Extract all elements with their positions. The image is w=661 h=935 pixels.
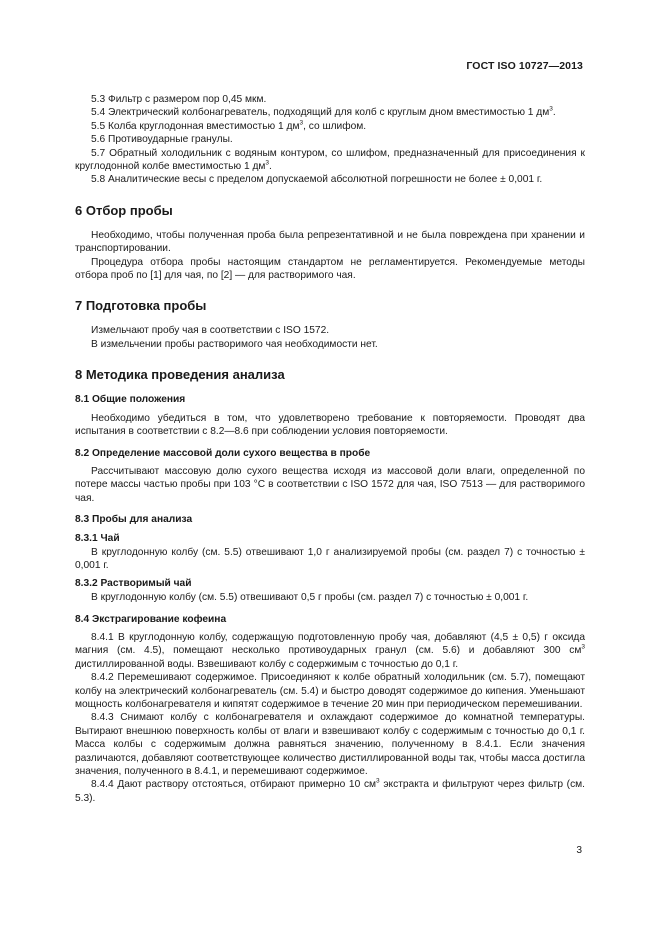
list-item: 5.3 Фильтр с размером пор 0,45 мкм. — [91, 94, 267, 105]
list-item: 5.8 Аналитические весы с пределом допускаемой абсолютной погрешности не более ± 0,001 г. — [91, 174, 543, 186]
paragraph: Рассчитывают массовую долю сухого вещества исходя из массовой доли влаги, определенной по потере массы частью пробы при 103 °С в соответствии с ISO 1572 для чая, ISO 7513 — для растворимого чая. — [75, 465, 585, 504]
paragraph: Процедура отбора пробы настоящим стандартом не регламентируется. Рекомендуемые методы отбора проб по [1] для чая, по [2] — для растворимого чая. — [75, 256, 585, 282]
page-body — [75, 93, 585, 805]
section-heading: 6 Отбор пробы — [75, 202, 173, 218]
paragraph: В круглодонную колбу (см. 5.5) отвешивают 1,0 г анализируемой пробы (см. раздел 7) с точностью ± 0,001 г. — [75, 546, 585, 572]
list-item: 5.6 Противоударные гранулы. — [91, 134, 233, 146]
list-item: 5.7 Обратный холодильник с водяным контуром, со шлифом, предназначенный для присоединения к круглодонной колбе вместимостью 1 $дм^3$. — [75, 147, 585, 173]
paragraph: 8.4.2 Перемешивают содержимое. Присоединяют к колбе обратный холодильник (см. 5.7), помещают колбу на электрический колбонагреватель (см. 5.4) и быстро доводят содержимое до кипения. Уменьшают мощность колбонагревателя и кипятят содержимое в течение 20 мин при периодическом перемешивании. — [75, 672, 585, 710]
subsection-heading: 8.2 Определение массовой доли сухого вещества в пробе — [75, 447, 371, 459]
paragraph: 8.4.3 Снимают колбу с колбонагревателя и охлаждают содержимое до комнатной температуры. Вытирают внешнюю поверхность колбы от влаги и взвешивают колбу с содержимым с точностью до 0,1 г. Масса колбы с содержимым должна равняться значению, полученному в 8.4.1. Если значения различаются, добавляют соответствующее количество дистиллированной воды так, чтобы масса достигла значения, полученного в 8.4.1, и перемешивают содержимое. — [75, 712, 585, 778]
paragraph: В измельчении пробы растворимого чая необходимости нет. — [91, 338, 378, 350]
clause-heading: 8.3.2 Растворимый чай — [75, 577, 192, 589]
paragraph: В круглодонную колбу (см. 5.5) отвешивают 0,5 г пробы (см. раздел 7) с точностью ± 0,001 г. — [91, 592, 529, 604]
clause-heading: 8.3.1 Чай — [75, 532, 120, 544]
paragraph: Необходимо убедиться в том, что удовлетворено требование к повторяемости. Проводят два испытания в соответствии с 8.2—8.6 при соблюдении условия повторяемости. — [75, 412, 585, 438]
subsection-heading: 8.3 Пробы для анализа — [75, 514, 193, 526]
section-heading: 8 Методика проведения анализа — [75, 367, 285, 383]
paragraph: 8.4.4 Дают раствору отстояться, отбирают примерно 10 $см^3$ экстракта и фильтруют через фильтр (см. 5.3). — [75, 778, 585, 804]
equipment-list — [75, 93, 585, 187]
page-number: 3 — [576, 845, 582, 856]
standard-header: ГОСТ ISO 10727—2013 — [466, 60, 583, 72]
section-heading: 7 Подготовка пробы — [75, 298, 207, 314]
subsection-heading: 8.4 Экстрагирование кофеина — [75, 613, 227, 625]
subsection-heading: 8.1 Общие положения — [75, 394, 186, 406]
list-item: 5.5 Колба круглодонная вместимостью 1 $дм^3$, со шлифом. — [91, 119, 367, 132]
paragraph: Необходимо, чтобы полученная проба была репрезентативной и не была повреждена при хранении и транспортировании. — [75, 229, 585, 255]
list-item: 5.4 Электрический колбонагреватель, подходящий для колб с круглым дном вместимостью 1 $дм^3$. — [91, 106, 556, 119]
paragraph: 8.4.1 В круглодонную колбу, содержащую подготовленную пробу чая, добавляют (4,5 ± 0,5) г оксида магния (см. 4.5), помещают несколько противоударных гранул (см. 5.6) и добавляют 300 $см^3$ дистиллированной воды. Взвешивают колбу с содержимым с точностью до 0,1 г. — [75, 631, 585, 670]
paragraph: Измельчают пробу чая в соответствии с ISO 1572. — [91, 325, 330, 337]
